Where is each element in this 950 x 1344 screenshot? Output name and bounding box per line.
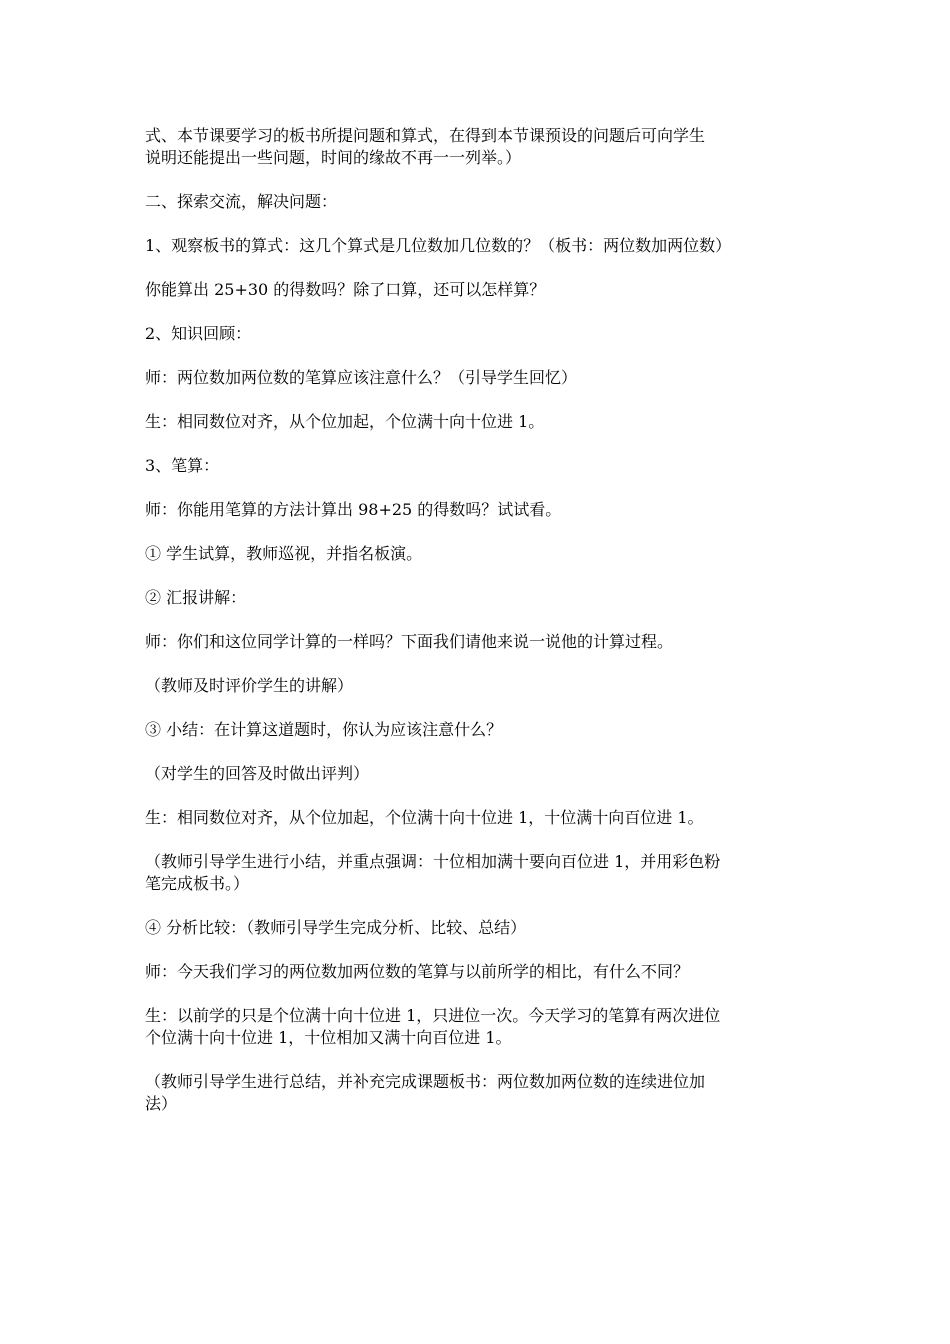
paragraph: [145, 367, 813, 389]
paragraph: [145, 455, 813, 477]
paragraph-line: 师：你能用笔算的方法计算出 98+25 的得数吗？试试看。: [145, 500, 562, 519]
paragraph-line: （对学生的回答及时做出评判）: [145, 764, 370, 783]
paragraph-line: ④ 分析比较：（教师引导学生完成分析、比较、总结）: [145, 918, 527, 937]
paragraph: [145, 543, 813, 565]
paragraph: [145, 961, 813, 983]
paragraph-line: 生：相同数位对齐，从个位加起，个位满十向十位进 1，十位满十向百位进 1。: [145, 808, 704, 827]
paragraph: [145, 719, 813, 741]
paragraph: [145, 807, 813, 829]
document-body: [145, 125, 813, 1137]
paragraph-line: 个位满十向十位进 1，十位相加又满十向百位进 1。: [145, 1028, 512, 1047]
paragraph: [145, 499, 813, 521]
paragraph-line: 法）: [145, 1094, 178, 1113]
paragraph-line: 生：以前学的只是个位满十向十位进 1，只进位一次。今天学习的笔算有两次进位: [145, 1006, 721, 1025]
paragraph-line: （教师引导学生进行总结，并补充完成课题板书：两位数加两位数的连续进位加: [145, 1072, 706, 1091]
paragraph-line: 式、本节课要学习的板书所提问题和算式，在得到本节课预设的问题后可向学生: [145, 126, 706, 145]
paragraph-line: 1、观察板书的算式：这几个算式是几位数加几位数的？（板书：两位数加两位数）: [145, 236, 732, 255]
paragraph: [145, 631, 813, 653]
paragraph: [145, 191, 813, 213]
paragraph: [145, 125, 813, 169]
paragraph-line: ② 汇报讲解：: [145, 588, 247, 607]
paragraph: [145, 763, 813, 785]
paragraph-line: ③ 小结：在计算这道题时，你认为应该注意什么？: [145, 720, 503, 739]
paragraph-line: 师：两位数加两位数的笔算应该注意什么？（引导学生回忆）: [145, 368, 578, 387]
paragraph-line: 3、笔算：: [145, 456, 220, 475]
paragraph-line: ① 学生试算，教师巡视，并指名板演。: [145, 544, 423, 563]
paragraph-line: 师：你们和这位同学计算的一样吗？下面我们请他来说一说他的计算过程。: [145, 632, 674, 651]
paragraph-line: （教师引导学生进行小结，并重点强调：十位相加满十要向百位进 1，并用彩色粉: [145, 852, 721, 871]
paragraph: [145, 851, 813, 895]
paragraph-line: 师：今天我们学习的两位数加两位数的笔算与以前所学的相比，有什么不同？: [145, 962, 690, 981]
paragraph-line: 你能算出 25+30 的得数吗？除了口算，还可以怎样算？: [145, 280, 546, 299]
paragraph: [145, 675, 813, 697]
paragraph: [145, 323, 813, 345]
paragraph-line: （教师及时评价学生的讲解）: [145, 676, 354, 695]
paragraph: [145, 917, 813, 939]
paragraph-line: 二、探索交流，解决问题：: [145, 192, 338, 211]
paragraph-line: 生：相同数位对齐，从个位加起，个位满十向十位进 1。: [145, 412, 545, 431]
paragraph: [145, 1005, 813, 1049]
paragraph: [145, 279, 813, 301]
paragraph: [145, 587, 813, 609]
paragraph: [145, 235, 813, 257]
paragraph: [145, 411, 813, 433]
paragraph-line: 笔完成板书。）: [145, 874, 250, 893]
paragraph-line: 说明还能提出一些问题，时间的缘故不再一一列举。）: [145, 148, 522, 167]
paragraph-line: 2、知识回顾：: [145, 324, 252, 343]
paragraph: [145, 1071, 813, 1115]
